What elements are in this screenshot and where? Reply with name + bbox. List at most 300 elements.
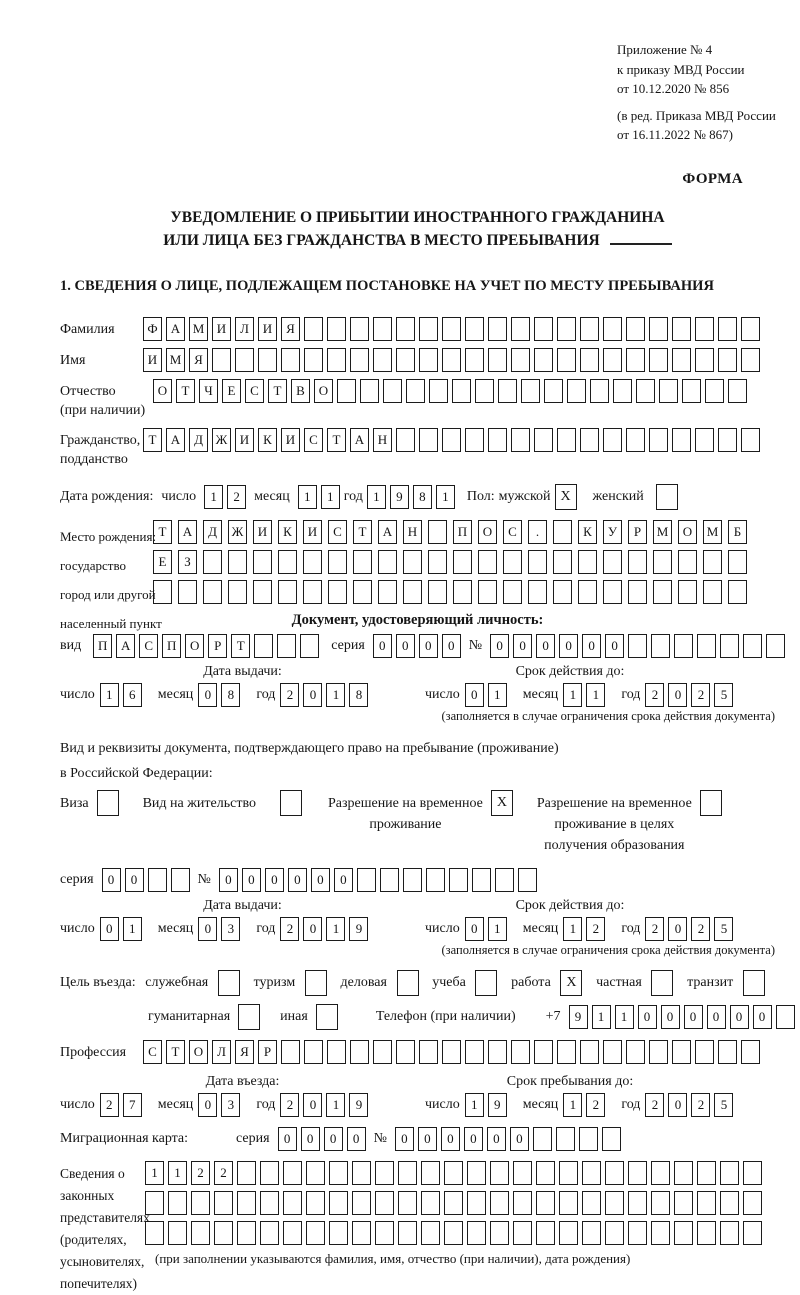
char-box[interactable] xyxy=(428,520,447,544)
char-box[interactable] xyxy=(653,580,672,604)
char-box[interactable] xyxy=(559,1221,578,1245)
char-box[interactable]: 1 xyxy=(488,683,507,707)
char-box[interactable] xyxy=(651,1191,670,1215)
char-box[interactable]: А xyxy=(166,317,185,341)
char-box[interactable]: 0 xyxy=(198,917,217,941)
char-box[interactable]: 0 xyxy=(125,868,144,892)
char-box[interactable]: 8 xyxy=(349,683,368,707)
char-box[interactable]: Т xyxy=(153,520,172,544)
char-box[interactable]: Я xyxy=(189,348,208,372)
sex-male-checkbox[interactable] xyxy=(555,484,581,510)
char-box[interactable] xyxy=(695,348,714,372)
phone-input[interactable] xyxy=(569,1005,799,1029)
patronymic-input[interactable] xyxy=(153,379,751,403)
char-box[interactable] xyxy=(518,868,537,892)
char-box[interactable] xyxy=(478,550,497,574)
char-box[interactable]: М xyxy=(166,348,185,372)
char-box[interactable]: И xyxy=(253,520,272,544)
char-box[interactable]: 2 xyxy=(691,1093,710,1117)
char-box[interactable] xyxy=(306,1161,325,1185)
char-box[interactable] xyxy=(97,790,119,816)
char-box[interactable] xyxy=(651,970,673,996)
char-box[interactable] xyxy=(743,970,765,996)
char-box[interactable] xyxy=(442,317,461,341)
char-box[interactable]: 0 xyxy=(301,1127,320,1151)
char-box[interactable] xyxy=(603,1040,622,1064)
char-box[interactable]: И xyxy=(303,520,322,544)
char-box[interactable] xyxy=(700,790,722,816)
char-box[interactable] xyxy=(398,1161,417,1185)
char-box[interactable] xyxy=(718,428,737,452)
char-box[interactable]: 1 xyxy=(592,1005,611,1029)
char-box[interactable] xyxy=(513,1221,532,1245)
char-box[interactable] xyxy=(421,1161,440,1185)
char-box[interactable]: 2 xyxy=(586,1093,605,1117)
char-box[interactable]: 5 xyxy=(714,683,733,707)
char-box[interactable] xyxy=(649,317,668,341)
char-box[interactable] xyxy=(544,379,563,403)
char-box[interactable]: 0 xyxy=(465,917,484,941)
char-box[interactable] xyxy=(303,550,322,574)
char-box[interactable] xyxy=(453,580,472,604)
char-box[interactable] xyxy=(191,1191,210,1215)
until-day-input[interactable] xyxy=(465,1093,511,1117)
residence-permit-checkbox[interactable] xyxy=(280,790,306,816)
char-box[interactable]: С xyxy=(503,520,522,544)
char-box[interactable] xyxy=(406,379,425,403)
char-box[interactable] xyxy=(378,550,397,574)
birthdate-month-input[interactable] xyxy=(298,485,344,509)
char-box[interactable] xyxy=(472,868,491,892)
citizenship-input[interactable] xyxy=(143,428,764,452)
char-box[interactable] xyxy=(672,1040,691,1064)
char-box[interactable]: 9 xyxy=(349,1093,368,1117)
char-box[interactable]: 0 xyxy=(638,1005,657,1029)
char-box[interactable] xyxy=(743,1221,762,1245)
char-box[interactable]: . xyxy=(528,520,547,544)
stay-issued-day-input[interactable] xyxy=(100,917,146,941)
char-box[interactable] xyxy=(503,580,522,604)
stay-valid-day-input[interactable] xyxy=(465,917,511,941)
char-box[interactable] xyxy=(628,634,647,658)
birthplace-row2-input[interactable] xyxy=(153,550,775,574)
char-box[interactable]: О xyxy=(314,379,333,403)
stay-issued-month-input[interactable] xyxy=(198,917,244,941)
char-box[interactable] xyxy=(582,1161,601,1185)
char-box[interactable] xyxy=(534,317,553,341)
char-box[interactable]: 2 xyxy=(586,917,605,941)
char-box[interactable] xyxy=(398,1221,417,1245)
char-box[interactable]: Т xyxy=(231,634,250,658)
char-box[interactable]: П xyxy=(93,634,112,658)
char-box[interactable] xyxy=(228,550,247,574)
char-box[interactable] xyxy=(278,580,297,604)
edu-permit-checkbox[interactable] xyxy=(700,790,726,816)
char-box[interactable]: 0 xyxy=(510,1127,529,1151)
char-box[interactable] xyxy=(495,868,514,892)
purpose-business-checkbox[interactable] xyxy=(397,970,423,996)
surname-input[interactable] xyxy=(143,317,764,341)
doc-series-input[interactable] xyxy=(373,634,465,658)
char-box[interactable] xyxy=(353,550,372,574)
char-box[interactable] xyxy=(674,1221,693,1245)
char-box[interactable]: 9 xyxy=(488,1093,507,1117)
char-box[interactable] xyxy=(373,348,392,372)
char-box[interactable] xyxy=(553,580,572,604)
char-box[interactable] xyxy=(360,379,379,403)
char-box[interactable] xyxy=(350,348,369,372)
char-box[interactable]: В xyxy=(291,379,310,403)
char-box[interactable]: М xyxy=(189,317,208,341)
birthplace-row3-input[interactable] xyxy=(153,580,775,604)
char-box[interactable] xyxy=(253,550,272,574)
char-box[interactable]: 0 xyxy=(582,634,601,658)
char-box[interactable] xyxy=(237,1221,256,1245)
char-box[interactable] xyxy=(741,317,760,341)
char-box[interactable]: 9 xyxy=(390,485,409,509)
char-box[interactable]: Р xyxy=(628,520,647,544)
char-box[interactable] xyxy=(329,1191,348,1215)
char-box[interactable] xyxy=(357,868,376,892)
purpose-study-checkbox[interactable] xyxy=(475,970,501,996)
stay-series-input[interactable] xyxy=(102,868,194,892)
char-box[interactable] xyxy=(720,1191,739,1215)
char-box[interactable]: X xyxy=(560,970,582,996)
char-box[interactable] xyxy=(214,1191,233,1215)
char-box[interactable] xyxy=(375,1191,394,1215)
char-box[interactable]: 1 xyxy=(563,1093,582,1117)
char-box[interactable]: Р xyxy=(208,634,227,658)
char-box[interactable] xyxy=(329,1161,348,1185)
char-box[interactable]: И xyxy=(258,317,277,341)
char-box[interactable]: 9 xyxy=(349,917,368,941)
char-box[interactable] xyxy=(603,580,622,604)
char-box[interactable] xyxy=(580,1040,599,1064)
char-box[interactable] xyxy=(697,1221,716,1245)
char-box[interactable] xyxy=(705,379,724,403)
stay-valid-year-input[interactable] xyxy=(645,917,737,941)
char-box[interactable] xyxy=(511,348,530,372)
stay-valid-month-input[interactable] xyxy=(563,917,609,941)
char-box[interactable] xyxy=(720,1161,739,1185)
char-box[interactable] xyxy=(444,1161,463,1185)
char-box[interactable]: Я xyxy=(281,317,300,341)
doc-issued-month-input[interactable] xyxy=(198,683,244,707)
char-box[interactable]: Ф xyxy=(143,317,162,341)
char-box[interactable]: А xyxy=(378,520,397,544)
char-box[interactable] xyxy=(283,1221,302,1245)
char-box[interactable] xyxy=(490,1191,509,1215)
char-box[interactable] xyxy=(728,379,747,403)
char-box[interactable]: 0 xyxy=(324,1127,343,1151)
char-box[interactable]: 5 xyxy=(714,917,733,941)
char-box[interactable]: Е xyxy=(153,550,172,574)
char-box[interactable] xyxy=(403,868,422,892)
char-box[interactable] xyxy=(511,428,530,452)
char-box[interactable]: Т xyxy=(353,520,372,544)
char-box[interactable] xyxy=(428,550,447,574)
char-box[interactable] xyxy=(513,1191,532,1215)
char-box[interactable] xyxy=(628,1221,647,1245)
char-box[interactable]: 1 xyxy=(100,683,119,707)
char-box[interactable]: Д xyxy=(189,428,208,452)
char-box[interactable] xyxy=(465,348,484,372)
char-box[interactable] xyxy=(148,868,167,892)
char-box[interactable]: П xyxy=(453,520,472,544)
char-box[interactable] xyxy=(419,317,438,341)
char-box[interactable] xyxy=(327,348,346,372)
char-box[interactable] xyxy=(467,1191,486,1215)
char-box[interactable] xyxy=(453,550,472,574)
char-box[interactable]: 0 xyxy=(303,683,322,707)
char-box[interactable]: О xyxy=(478,520,497,544)
char-box[interactable] xyxy=(490,1161,509,1185)
char-box[interactable]: С xyxy=(328,520,347,544)
char-box[interactable]: Я xyxy=(235,1040,254,1064)
char-box[interactable]: К xyxy=(258,428,277,452)
char-box[interactable] xyxy=(258,348,277,372)
char-box[interactable]: 0 xyxy=(684,1005,703,1029)
birthdate-day-input[interactable] xyxy=(204,485,250,509)
birthdate-year-input[interactable] xyxy=(367,485,459,509)
char-box[interactable]: 0 xyxy=(513,634,532,658)
char-box[interactable] xyxy=(168,1191,187,1215)
char-box[interactable] xyxy=(396,1040,415,1064)
char-box[interactable] xyxy=(728,580,747,604)
char-box[interactable]: С xyxy=(245,379,264,403)
char-box[interactable] xyxy=(513,1161,532,1185)
char-box[interactable]: 0 xyxy=(219,868,238,892)
firstname-input[interactable] xyxy=(143,348,764,372)
char-box[interactable] xyxy=(674,1161,693,1185)
char-box[interactable] xyxy=(528,580,547,604)
char-box[interactable]: 1 xyxy=(321,485,340,509)
char-box[interactable] xyxy=(490,1221,509,1245)
char-box[interactable] xyxy=(590,379,609,403)
char-box[interactable] xyxy=(260,1161,279,1185)
char-box[interactable]: 2 xyxy=(645,683,664,707)
char-box[interactable]: Б xyxy=(728,520,747,544)
char-box[interactable] xyxy=(582,1221,601,1245)
char-box[interactable]: 6 xyxy=(123,683,142,707)
char-box[interactable]: 0 xyxy=(198,683,217,707)
char-box[interactable]: 1 xyxy=(326,683,345,707)
char-box[interactable] xyxy=(352,1161,371,1185)
purpose-other-checkbox[interactable] xyxy=(316,1004,342,1030)
char-box[interactable] xyxy=(557,348,576,372)
char-box[interactable] xyxy=(741,1040,760,1064)
char-box[interactable] xyxy=(442,1040,461,1064)
char-box[interactable]: X xyxy=(555,484,577,510)
char-box[interactable] xyxy=(328,580,347,604)
char-box[interactable]: 1 xyxy=(367,485,386,509)
char-box[interactable] xyxy=(533,1127,552,1151)
entry-month-input[interactable] xyxy=(198,1093,244,1117)
char-box[interactable]: 2 xyxy=(280,917,299,941)
char-box[interactable] xyxy=(602,1127,621,1151)
char-box[interactable] xyxy=(776,1005,795,1029)
char-box[interactable] xyxy=(452,379,471,403)
char-box[interactable]: 0 xyxy=(373,634,392,658)
purpose-official-checkbox[interactable] xyxy=(218,970,244,996)
char-box[interactable] xyxy=(235,348,254,372)
legal-reps-row2-input[interactable] xyxy=(145,1191,775,1215)
char-box[interactable] xyxy=(628,1161,647,1185)
char-box[interactable]: Р xyxy=(258,1040,277,1064)
char-box[interactable]: 0 xyxy=(753,1005,772,1029)
doc-valid-day-input[interactable] xyxy=(465,683,511,707)
char-box[interactable] xyxy=(605,1161,624,1185)
char-box[interactable]: 2 xyxy=(645,917,664,941)
profession-input[interactable] xyxy=(143,1040,764,1064)
char-box[interactable] xyxy=(557,428,576,452)
char-box[interactable]: А xyxy=(178,520,197,544)
char-box[interactable] xyxy=(553,520,572,544)
char-box[interactable] xyxy=(304,317,323,341)
purpose-transit-checkbox[interactable] xyxy=(743,970,769,996)
char-box[interactable] xyxy=(697,1191,716,1215)
char-box[interactable] xyxy=(253,580,272,604)
char-box[interactable] xyxy=(378,580,397,604)
char-box[interactable]: Л xyxy=(235,317,254,341)
char-box[interactable] xyxy=(536,1221,555,1245)
char-box[interactable] xyxy=(626,428,645,452)
purpose-humanitarian-checkbox[interactable] xyxy=(238,1004,264,1030)
char-box[interactable]: Е xyxy=(222,379,241,403)
char-box[interactable] xyxy=(636,379,655,403)
char-box[interactable] xyxy=(329,1221,348,1245)
char-box[interactable]: 0 xyxy=(661,1005,680,1029)
char-box[interactable]: 1 xyxy=(586,683,605,707)
char-box[interactable] xyxy=(678,580,697,604)
char-box[interactable]: 0 xyxy=(707,1005,726,1029)
char-box[interactable] xyxy=(475,379,494,403)
char-box[interactable] xyxy=(628,1191,647,1215)
char-box[interactable] xyxy=(580,428,599,452)
char-box[interactable]: 0 xyxy=(490,634,509,658)
char-box[interactable] xyxy=(191,1221,210,1245)
char-box[interactable]: М xyxy=(653,520,672,544)
char-box[interactable] xyxy=(528,550,547,574)
char-box[interactable] xyxy=(168,1221,187,1245)
char-box[interactable]: А xyxy=(166,428,185,452)
char-box[interactable]: А xyxy=(350,428,369,452)
char-box[interactable] xyxy=(626,317,645,341)
char-box[interactable] xyxy=(352,1191,371,1215)
char-box[interactable] xyxy=(467,1161,486,1185)
char-box[interactable]: 0 xyxy=(303,917,322,941)
char-box[interactable] xyxy=(703,580,722,604)
char-box[interactable]: 0 xyxy=(102,868,121,892)
char-box[interactable] xyxy=(603,348,622,372)
char-box[interactable]: 0 xyxy=(441,1127,460,1151)
char-box[interactable] xyxy=(578,550,597,574)
char-box[interactable]: 2 xyxy=(280,1093,299,1117)
char-box[interactable]: Ч xyxy=(199,379,218,403)
char-box[interactable]: К xyxy=(278,520,297,544)
char-box[interactable] xyxy=(283,1161,302,1185)
char-box[interactable] xyxy=(553,550,572,574)
char-box[interactable] xyxy=(375,1161,394,1185)
char-box[interactable] xyxy=(383,379,402,403)
char-box[interactable] xyxy=(536,1191,555,1215)
char-box[interactable]: Т xyxy=(143,428,162,452)
char-box[interactable] xyxy=(536,1161,555,1185)
char-box[interactable]: 0 xyxy=(668,917,687,941)
stay-number-input[interactable] xyxy=(219,868,541,892)
legal-reps-row1-input[interactable] xyxy=(145,1161,775,1185)
char-box[interactable] xyxy=(304,1040,323,1064)
char-box[interactable]: Л xyxy=(212,1040,231,1064)
char-box[interactable]: 1 xyxy=(615,1005,634,1029)
char-box[interactable]: 1 xyxy=(298,485,317,509)
char-box[interactable] xyxy=(403,550,422,574)
char-box[interactable] xyxy=(556,1127,575,1151)
char-box[interactable]: О xyxy=(678,520,697,544)
char-box[interactable] xyxy=(682,379,701,403)
char-box[interactable] xyxy=(628,580,647,604)
stay-issued-year-input[interactable] xyxy=(280,917,372,941)
char-box[interactable] xyxy=(350,1040,369,1064)
doc-issued-year-input[interactable] xyxy=(280,683,372,707)
char-box[interactable] xyxy=(651,1221,670,1245)
char-box[interactable] xyxy=(521,379,540,403)
char-box[interactable]: М xyxy=(703,520,722,544)
char-box[interactable] xyxy=(743,1191,762,1215)
char-box[interactable] xyxy=(281,348,300,372)
char-box[interactable] xyxy=(398,1191,417,1215)
char-box[interactable] xyxy=(672,348,691,372)
char-box[interactable] xyxy=(380,868,399,892)
char-box[interactable]: Ж xyxy=(212,428,231,452)
char-box[interactable]: 3 xyxy=(221,1093,240,1117)
char-box[interactable]: 1 xyxy=(123,917,142,941)
char-box[interactable] xyxy=(421,1191,440,1215)
char-box[interactable] xyxy=(649,1040,668,1064)
purpose-private-checkbox[interactable] xyxy=(651,970,677,996)
char-box[interactable]: Т xyxy=(176,379,195,403)
char-box[interactable] xyxy=(327,317,346,341)
char-box[interactable] xyxy=(280,790,302,816)
char-box[interactable] xyxy=(178,580,197,604)
char-box[interactable]: 1 xyxy=(145,1161,164,1185)
char-box[interactable]: 0 xyxy=(487,1127,506,1151)
char-box[interactable]: 2 xyxy=(191,1161,210,1185)
char-box[interactable] xyxy=(605,1221,624,1245)
char-box[interactable] xyxy=(449,868,468,892)
char-box[interactable]: И xyxy=(281,428,300,452)
char-box[interactable] xyxy=(260,1191,279,1215)
char-box[interactable]: 0 xyxy=(396,634,415,658)
char-box[interactable] xyxy=(582,1191,601,1215)
char-box[interactable] xyxy=(278,550,297,574)
char-box[interactable]: 1 xyxy=(488,917,507,941)
char-box[interactable] xyxy=(350,317,369,341)
char-box[interactable]: 0 xyxy=(559,634,578,658)
char-box[interactable] xyxy=(743,1161,762,1185)
char-box[interactable]: П xyxy=(162,634,181,658)
char-box[interactable]: 9 xyxy=(569,1005,588,1029)
char-box[interactable]: 2 xyxy=(645,1093,664,1117)
char-box[interactable]: С xyxy=(143,1040,162,1064)
char-box[interactable] xyxy=(580,317,599,341)
char-box[interactable]: И xyxy=(235,428,254,452)
char-box[interactable] xyxy=(465,428,484,452)
char-box[interactable] xyxy=(421,1221,440,1245)
char-box[interactable] xyxy=(649,428,668,452)
char-box[interactable] xyxy=(559,1161,578,1185)
char-box[interactable] xyxy=(488,428,507,452)
